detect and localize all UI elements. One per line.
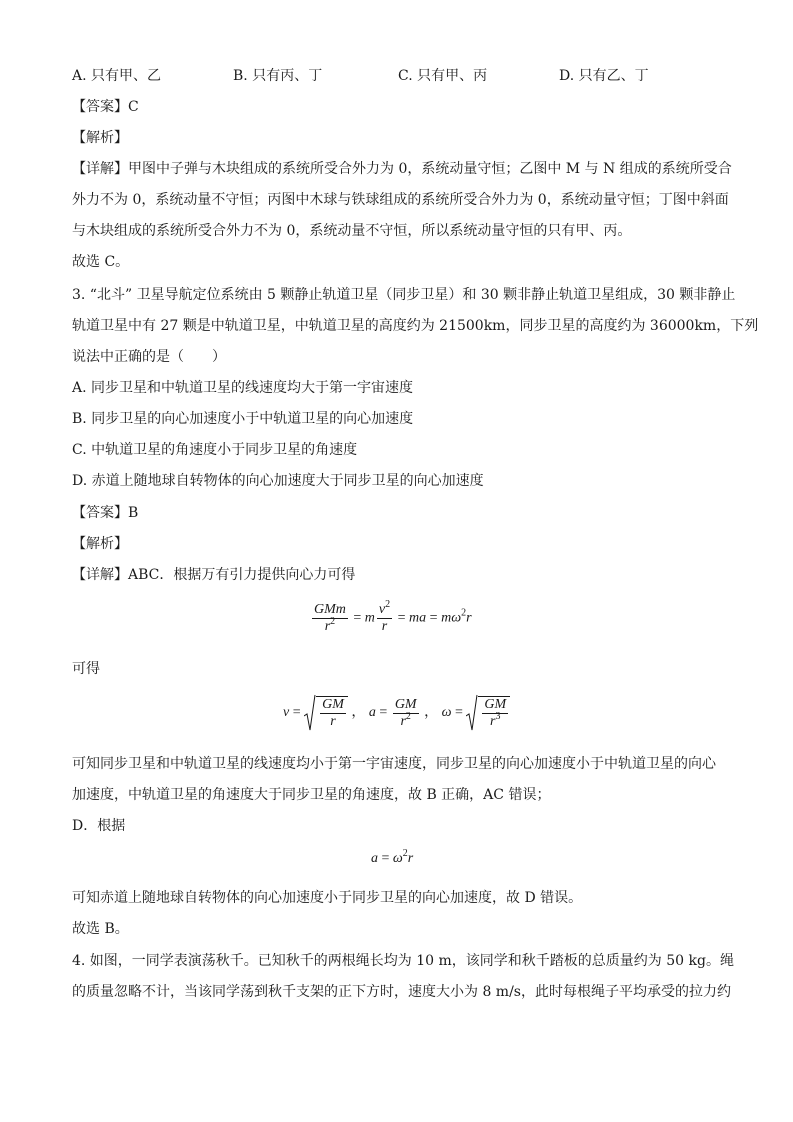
q3-option-d: D. 赤道上随地球自转物体的向心加速度大于同步卫星的向心加速度 [72, 473, 484, 489]
q3-detail-intro: 【详解】ABC．根据万有引力提供向心力可得 [72, 567, 356, 583]
q3-final: 故选 B。 [72, 921, 129, 937]
q3-conclusion2: 可知赤道上随地球自转物体的向心加速度小于同步卫星的向心加速度，故 D 错误。 [72, 890, 583, 906]
q4-stem-line: 的质量忽略不计，当该同学荡到秋千支架的正下方时，速度大小为 8 m/s，此时每根绳子平均承受的拉力约 [72, 984, 731, 1000]
q3-conclusion-line: 可知同步卫星和中轨道卫星的线速度均小于第一宇宙速度，同步卫星的向心加速度小于中轨道卫星的向心 [72, 756, 716, 772]
q2-option-c: C. 只有甲、丙 [398, 68, 488, 84]
q3-stem-line: 说法中正确的是（ ） [72, 349, 226, 365]
q3-d-intro: D．根据 [72, 818, 126, 834]
q2-detail-line: 【详解】甲图中子弹与木块组成的系统所受合外力为 0，系统动量守恒；乙图中 M 与 N 组成的系统所受合 [72, 161, 732, 177]
equation-v-a-omega: v = $\frac{GM}{r}$ ， a = $\frac{GM}{r^2}$ ， ω = $\frac{GM}{r^3}$ [283, 694, 510, 732]
q2-analysis-label: 【解析】 [72, 130, 128, 146]
q2-option-a: A. 只有甲、乙 [72, 68, 162, 84]
q3-keyi: 可得 [72, 661, 100, 677]
q3-conclusion-line: 加速度，中轨道卫星的角速度大于同步卫星的角速度，故 B 正确，AC 错误； [72, 787, 551, 803]
q3-analysis-label: 【解析】 [72, 536, 128, 552]
equation-gravity-centripetal: $\frac{\text{GMm}}{r^2}$ = m $\frac{v^2}{r}$ = ma = $m\omega^2r$ [314, 599, 472, 634]
q3-stem-line: 3. “北斗” 卫星导航定位系统由 5 颗静止轨道卫星（同步卫星）和 30 颗非静止轨道卫星组成，30 颗非静止 [72, 287, 736, 303]
q2-detail-line: 与木块组成的系统所受合外力不为 0，系统动量不守恒，所以系统动量守恒的只有甲、丙。 [72, 223, 632, 239]
q3-option-c: C. 中轨道卫星的角速度小于同步卫星的角速度 [72, 442, 358, 458]
q3-option-b: B. 同步卫星的向心加速度小于中轨道卫星的向心加速度 [72, 411, 414, 427]
q2-option-b: B. 只有丙、丁 [233, 68, 323, 84]
q3-stem-line: 轨道卫星中有 27 颗是中轨道卫星，中轨道卫星的高度约为 21500km，同步卫星的高度约为 36000km，下列 [72, 318, 759, 334]
equation-a-omega: $a = \omega^2r$ [371, 848, 414, 866]
q3-option-a: A. 同步卫星和中轨道卫星的线速度均大于第一宇宙速度 [72, 380, 414, 396]
q3-answer: 【答案】B [72, 505, 139, 521]
q4-stem-line: 4. 如图，一同学表演荡秋千。已知秋千的两根绳长均为 10 m，该同学和秋千踏板的总质量约为 50 kg。绳 [72, 953, 734, 969]
q2-answer: 【答案】C [72, 99, 139, 115]
q2-option-d: D. 只有乙、丁 [559, 68, 649, 84]
q2-detail-line: 外力不为 0，系统动量不守恒；丙图中木球与铁球组成的系统所受合外力为 0，系统动量守恒；丁图中斜面 [72, 192, 729, 208]
q2-conclusion: 故选 C。 [72, 254, 130, 270]
